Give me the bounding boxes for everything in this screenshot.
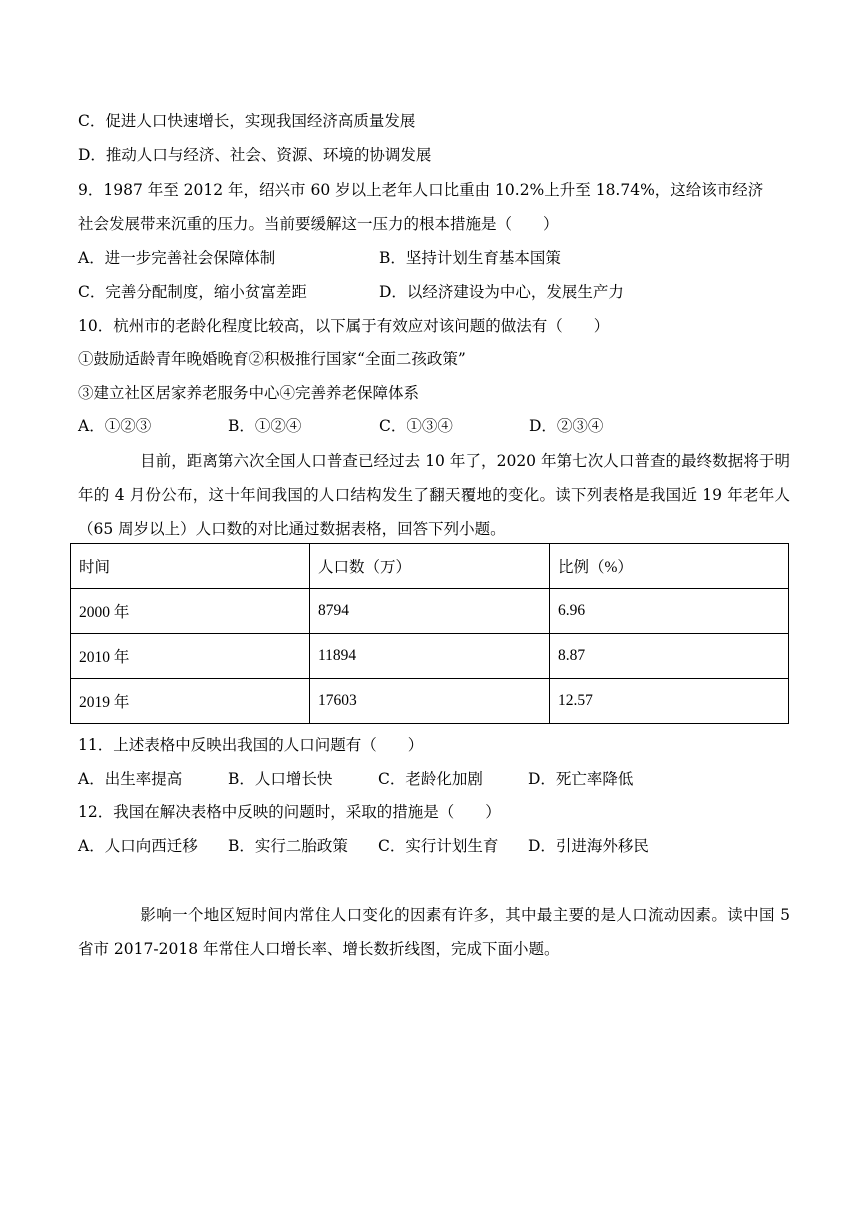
q8-option-c[interactable]: C．促进人口快速增长，实现我国经济高质量发展 (78, 112, 416, 130)
table-cell: 2010 年 (71, 634, 310, 679)
table-header-cell: 比例（%） (550, 544, 789, 589)
q10-options (78, 416, 798, 436)
q12-option-a[interactable]: A．人口向西迁移 (78, 837, 198, 855)
q9-option-d[interactable]: D．以经济建设为中心，发展生产力 (379, 283, 624, 301)
q11-option-b[interactable]: B．人口增长快 (228, 770, 333, 788)
table-cell: 12.57 (550, 679, 789, 724)
q11-option-a[interactable]: A．出生率提高 (78, 770, 183, 788)
table-cell: 11894 (310, 634, 550, 679)
table-cell: 17603 (310, 679, 550, 724)
q12-stem: 12．我国在解决表格中反映的问题时，采取的措施是（ ） (78, 803, 501, 821)
q8-option-d[interactable]: D．推动人口与经济、社会、资源、环境的协调发展 (78, 146, 432, 164)
table-cell: 8794 (310, 589, 550, 634)
table-header-cell: 时间 (71, 544, 310, 589)
q10-option-d[interactable]: D．②③④ (529, 417, 604, 435)
q9-stem-line2: 社会发展带来沉重的压力。当前要缓解这一压力的根本措施是（ ） (78, 215, 559, 233)
q10-items-line2: ③建立社区居家养老服务中心④完善养老保障体系 (78, 384, 420, 402)
q12-option-c[interactable]: C．实行计划生育 (378, 837, 499, 855)
table-row (71, 634, 789, 679)
q10-items-line1: ①鼓励适龄青年晚婚晚育②积极推行国家“全面二孩政策” (78, 350, 466, 368)
table-row (71, 679, 789, 724)
table-cell: 2019 年 (71, 679, 310, 724)
q11-option-d[interactable]: D．死亡率降低 (528, 770, 634, 788)
passage-census (78, 444, 790, 546)
q10-option-c[interactable]: C．①③④ (379, 417, 453, 435)
q12-option-d[interactable]: D．引进海外移民 (528, 837, 649, 855)
q12-option-b[interactable]: B．实行二胎政策 (228, 837, 348, 855)
q10-stem: 10．杭州市的老龄化程度比较高，以下属于有效应对该问题的做法有（ ） (78, 317, 610, 335)
q9-option-a[interactable]: A．进一步完善社会保障体制 (78, 249, 276, 267)
q9-option-b[interactable]: B．坚持计划生育基本国策 (379, 249, 561, 267)
passage-population-flow-text: 影响一个地区短时间内常住人口变化的因素有许多，其中最主要的是人口流动因素。读中国 5 省市 2017-2018 年常住人口增长率、增长数折线图，完成下面小题。 (78, 906, 790, 958)
q10-option-b[interactable]: B．①②④ (228, 417, 302, 435)
q11-options (78, 769, 798, 789)
q11-stem: 11．上述表格中反映出我国的人口问题有（ ） (78, 736, 424, 754)
q12-options (78, 836, 798, 856)
table-row (71, 589, 789, 634)
table-header-cell: 人口数（万） (310, 544, 550, 589)
table-header-row (71, 544, 789, 589)
table-cell: 6.96 (550, 589, 789, 634)
passage-population-flow (78, 898, 790, 966)
table-cell: 8.87 (550, 634, 789, 679)
q9-stem-line1: 9．1987 年至 2012 年，绍兴市 60 岁以上老年人口比重由 10.2%上升至 18.74%，这给该市经济 (78, 181, 764, 199)
table-cell: 2000 年 (71, 589, 310, 634)
q9-option-c[interactable]: C．完善分配制度，缩小贫富差距 (78, 283, 307, 301)
q10-option-a[interactable]: A．①②③ (78, 417, 152, 435)
passage-census-text: 目前，距离第六次全国人口普查已经过去 10 年了，2020 年第七次人口普查的最终数据将于明年的 4 月份公布，这十年间我国的人口结构发生了翻天覆地的变化。读下列表格是我国近 19 年老年人（65 周岁以上）人口数的对比通过数据表格，回答下列小题。 (78, 452, 790, 538)
q9-options-row2 (78, 282, 798, 302)
q11-option-c[interactable]: C．老龄化加剧 (378, 770, 483, 788)
q9-options-row1 (78, 248, 798, 268)
elderly-population-table (70, 543, 789, 724)
